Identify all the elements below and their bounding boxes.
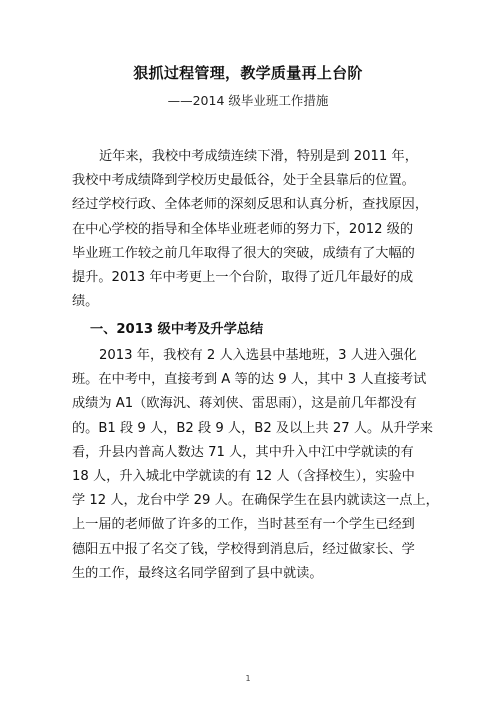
paragraph-line: 上一届的老师做了许多的工作，当时甚至有一个学生已经到 — [72, 517, 415, 533]
paragraph-line: 学 12 人，龙台中学 29 人。在确保学生在县内就读这一点上， — [72, 493, 439, 509]
paragraph-line: 成绩为 A1（欧海汎、蒋刘侠、雷思雨），这是前几年都没有 — [72, 396, 417, 412]
paragraph-line: 班。在中考中，直接考到 A 等的达 9 人，其中 3 人直接考试 — [72, 372, 427, 388]
paragraph-line: 在中心学校的指导和全体毕业班老师的努力下，2012 级的 — [72, 221, 414, 237]
page-number: 1 — [245, 674, 251, 683]
paragraph-line: 提升。2013 年中考更上一个台阶，取得了近几年最好的成 — [72, 270, 414, 286]
paragraph-line: 生的工作，最终这名同学留到了县中就读。 — [72, 565, 323, 581]
paragraph-line: 近年来，我校中考成绩连续下滑，特别是到 2011 年， — [99, 149, 418, 164]
paragraph-line: 我校中考成绩降到学校历史最低谷，处于全县靠后的位置。 — [72, 173, 415, 189]
document-title: 狠抓过程管理，教学质量再上台阶 — [133, 64, 363, 82]
paragraph-line: 18 人，升入城北中学就读的有 12 人（含择校生），实验中 — [72, 469, 415, 485]
paragraph-line: 看，升县内普高人数达 71 人，其中升入中江中学就读的有 — [72, 444, 414, 460]
paragraph-line: 经过学校行政、全体老师的深刻反思和认真分析，查找原因， — [72, 197, 429, 213]
paragraph-line: 绩。 — [72, 294, 99, 310]
paragraph-line: 毕业班工作较之前几年取得了很大的突破，成绩有了大幅的 — [72, 245, 415, 261]
paragraph-line: 德阳五中报了名交了钱，学校得到消息后，经过做家长、学 — [72, 541, 415, 557]
document-subtitle: ——2014 级毕业班工作措施 — [167, 93, 329, 108]
paragraph-line: 的。B1 段 9 人，B2 段 9 人，B2 及以上共 27 人。从升学来 — [72, 420, 433, 436]
summary-paragraph — [72, 344, 439, 586]
intro-paragraph — [72, 145, 428, 314]
section-heading: 一、2013 级中考及升学总结 — [90, 322, 264, 337]
paragraph-line: 2013 年，我校有 2 人入选县中基地班，3 人进入强化 — [99, 348, 417, 363]
